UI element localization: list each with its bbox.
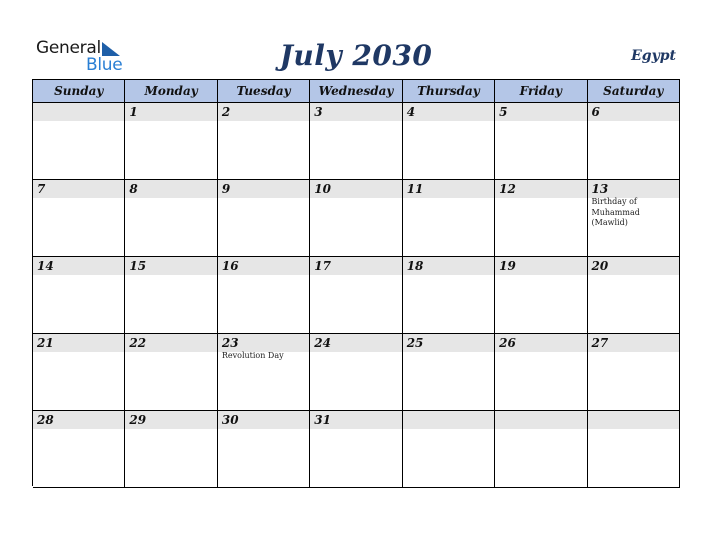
day-cell[interactable]: [403, 180, 495, 257]
day-number: 21: [37, 336, 54, 350]
day-cell[interactable]: [33, 180, 125, 257]
day-cell[interactable]: [33, 103, 125, 180]
day-cell[interactable]: [403, 411, 495, 488]
day-cell[interactable]: [218, 103, 310, 180]
day-cell[interactable]: [495, 257, 587, 334]
day-number: 6: [591, 105, 600, 119]
day-number: 23: [221, 336, 239, 350]
day-number: 12: [499, 182, 516, 196]
day-cell[interactable]: [33, 257, 125, 334]
day-number: 13: [591, 182, 609, 196]
day-number-band: [310, 411, 401, 429]
day-number-band: [403, 411, 494, 429]
day-number-band: [218, 180, 309, 198]
day-number: 14: [37, 259, 54, 273]
day-cell[interactable]: [125, 257, 217, 334]
day-cell[interactable]: [588, 257, 680, 334]
day-cell[interactable]: [125, 180, 217, 257]
day-cell[interactable]: [495, 411, 587, 488]
day-number-band: [588, 257, 679, 275]
day-number-band: [125, 334, 216, 352]
country-label: Egypt: [631, 48, 676, 64]
day-number-band: [125, 180, 216, 198]
holiday-label: Birthday of Muhammad (Mawlid): [591, 197, 640, 227]
day-number-band: [403, 257, 494, 275]
day-number: 8: [129, 182, 138, 196]
week-row: [33, 103, 680, 180]
day-cell[interactable]: [588, 334, 680, 411]
weekday-header: Sunday: [33, 80, 125, 103]
day-number-band: [125, 257, 216, 275]
day-number-band: [495, 334, 586, 352]
day-number-band: [310, 257, 401, 275]
day-number: 22: [129, 336, 147, 350]
day-number: 5: [499, 105, 508, 119]
day-number: 11: [406, 182, 424, 196]
day-number: 29: [129, 413, 147, 427]
holiday-label: Revolution Day: [221, 351, 284, 360]
week-row: [33, 334, 680, 411]
day-number-band: [403, 180, 494, 198]
day-number: 26: [499, 336, 516, 350]
weekday-header: Wednesday: [310, 80, 402, 103]
day-number-band: [125, 411, 216, 429]
day-number: 15: [129, 259, 147, 273]
day-cell[interactable]: [495, 103, 587, 180]
weeks-container: [33, 103, 680, 488]
day-number-band: [125, 103, 216, 121]
day-number: 17: [314, 259, 331, 273]
week-row: [33, 257, 680, 334]
day-number: 24: [314, 336, 331, 350]
weekday-header-row: [33, 80, 680, 103]
day-number-band: [33, 257, 124, 275]
day-cell[interactable]: [125, 334, 217, 411]
day-number: 31: [314, 413, 331, 427]
day-number-band: [33, 103, 124, 121]
day-cell[interactable]: [125, 103, 217, 180]
weekday-header: Thursday: [403, 80, 495, 103]
day-number-band: [218, 257, 309, 275]
day-number-band: [218, 411, 309, 429]
day-number-band: [33, 334, 124, 352]
day-number-band: [33, 180, 124, 198]
day-number-band: [310, 103, 401, 121]
day-number: 30: [221, 413, 239, 427]
day-cell[interactable]: [495, 180, 587, 257]
logo-word-general: General: [36, 38, 101, 58]
day-number: 3: [314, 105, 323, 119]
day-cell[interactable]: [403, 334, 495, 411]
day-number-band: [495, 103, 586, 121]
day-number-band: [310, 334, 401, 352]
day-number-band: [495, 411, 586, 429]
weekday-header: Monday: [125, 80, 217, 103]
day-cell[interactable]: [218, 411, 310, 488]
day-cell[interactable]: [125, 411, 217, 488]
day-cell[interactable]: [218, 180, 310, 257]
day-number-band: [588, 103, 679, 121]
day-cell[interactable]: [33, 334, 125, 411]
day-number: 1: [129, 105, 138, 119]
day-number: 20: [591, 259, 609, 273]
day-cell[interactable]: [310, 411, 402, 488]
day-cell[interactable]: [588, 411, 680, 488]
day-number: 19: [499, 259, 516, 273]
day-number: 10: [314, 182, 331, 196]
day-cell[interactable]: [495, 334, 587, 411]
day-number-band: [33, 411, 124, 429]
day-number-band: [403, 334, 494, 352]
day-number-band: [403, 103, 494, 121]
day-cell[interactable]: [310, 257, 402, 334]
day-cell[interactable]: [588, 180, 680, 257]
day-number-band: [218, 103, 309, 121]
page-title: July 2030: [279, 39, 433, 72]
day-number: 27: [591, 336, 609, 350]
day-number-band: [588, 411, 679, 429]
day-number: 28: [37, 413, 54, 427]
day-cell[interactable]: [310, 180, 402, 257]
day-cell[interactable]: [218, 257, 310, 334]
day-number-band: [310, 180, 401, 198]
day-number: 25: [406, 336, 424, 350]
week-row: [33, 411, 680, 488]
weekday-header: Saturday: [588, 80, 680, 103]
day-cell[interactable]: [310, 103, 402, 180]
day-number: 16: [221, 259, 239, 273]
calendar-grid: [32, 79, 680, 486]
day-number-band: [218, 334, 309, 352]
day-number-band: [495, 257, 586, 275]
day-cell[interactable]: [33, 411, 125, 488]
day-number-band: [588, 334, 679, 352]
day-number: 4: [406, 105, 416, 119]
day-number: 7: [37, 182, 46, 196]
week-row: [33, 180, 680, 257]
day-number-band: [588, 180, 679, 198]
day-cell[interactable]: [310, 334, 402, 411]
logo-word-blue: Blue: [86, 55, 123, 75]
day-cell[interactable]: [403, 103, 495, 180]
day-number: 9: [221, 182, 231, 196]
day-cell[interactable]: [588, 103, 680, 180]
day-number: 18: [406, 259, 424, 273]
day-number: 2: [221, 105, 231, 119]
day-cell[interactable]: [403, 257, 495, 334]
day-number-band: [495, 180, 586, 198]
weekday-header: Friday: [495, 80, 587, 103]
weekday-header: Tuesday: [218, 80, 310, 103]
day-cell[interactable]: [218, 334, 310, 411]
